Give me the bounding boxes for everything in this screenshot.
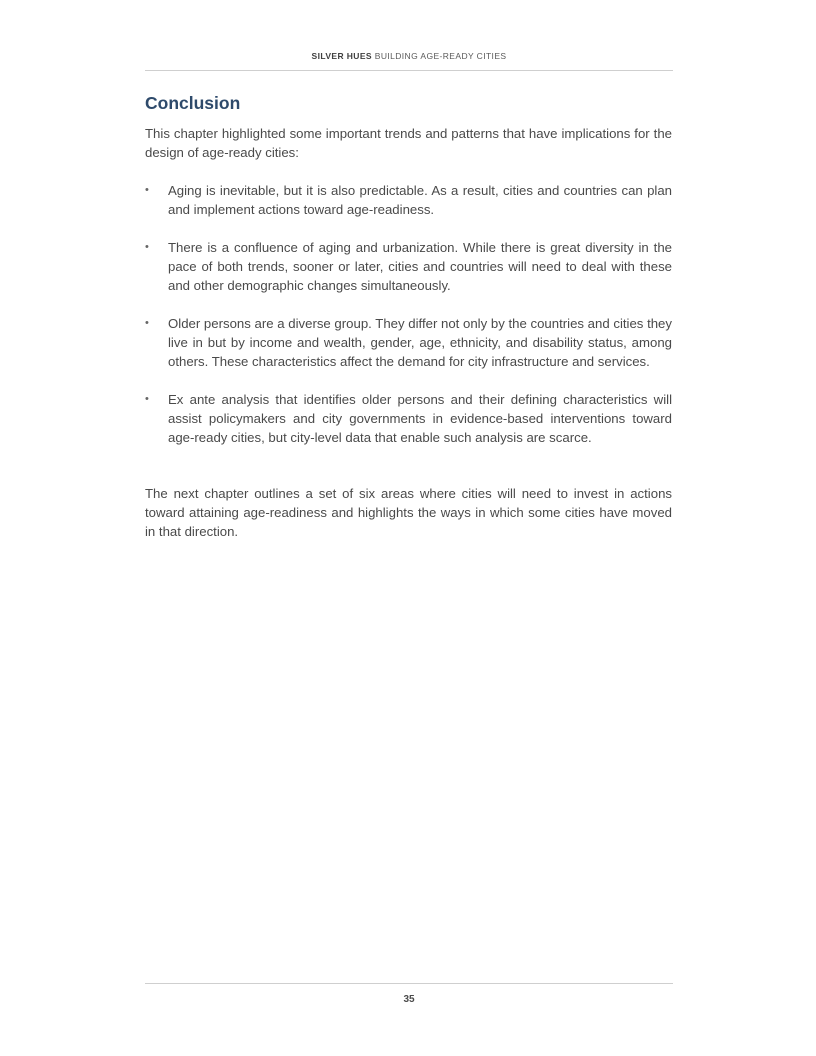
list-item — [145, 390, 672, 447]
list-item — [145, 314, 672, 371]
list-item-text: Older persons are a diverse group. They differ not only by the countries and cities they live in but by income and wealth, gender, age, ethnicity, and disability status, among others. These characteristics affect the demand for city infrastructure and services. — [168, 316, 672, 369]
bullet-marker: • — [145, 241, 149, 253]
list-item — [145, 238, 672, 295]
list-item-text: Ex ante analysis that identifies older persons and their defining characteristics will assist policymakers and city governments in evidence-based interventions toward age-ready cities, but city-level data that enable such analysis are scarce. — [168, 392, 672, 445]
bullet-marker: • — [145, 393, 149, 405]
closing-paragraph: The next chapter outlines a set of six areas where cities will need to invest in actions toward attaining age-readiness and highlights the ways in which some cities have moved in that direction. — [145, 486, 672, 539]
bullet-marker: • — [145, 317, 149, 329]
list-item-text: There is a confluence of aging and urbanization. While there is great diversity in the pace of both trends, sooner or later, cities and countries will need to deal with these and other demographic changes simultaneously. — [168, 240, 672, 293]
bullet-marker: • — [145, 184, 149, 196]
page-number: 35 — [403, 994, 415, 1005]
section-title: Conclusion — [145, 93, 241, 113]
running-header — [145, 51, 673, 61]
footer-divider — [145, 983, 673, 984]
list-item-text: Aging is inevitable, but it is also predictable. As a result, cities and countries can plan and implement actions toward age-readiness. — [168, 183, 672, 217]
running-header-subtitle: BUILDING AGE-READY CITIES — [374, 51, 507, 61]
bullet-list — [145, 181, 672, 447]
list-item — [145, 181, 672, 219]
header-divider — [145, 70, 673, 71]
running-header-brand: SILVER HUES — [311, 51, 372, 61]
page-content — [145, 93, 672, 541]
intro-paragraph: This chapter highlighted some important trends and patterns that have implications for the design of age-ready cities: — [145, 126, 672, 160]
